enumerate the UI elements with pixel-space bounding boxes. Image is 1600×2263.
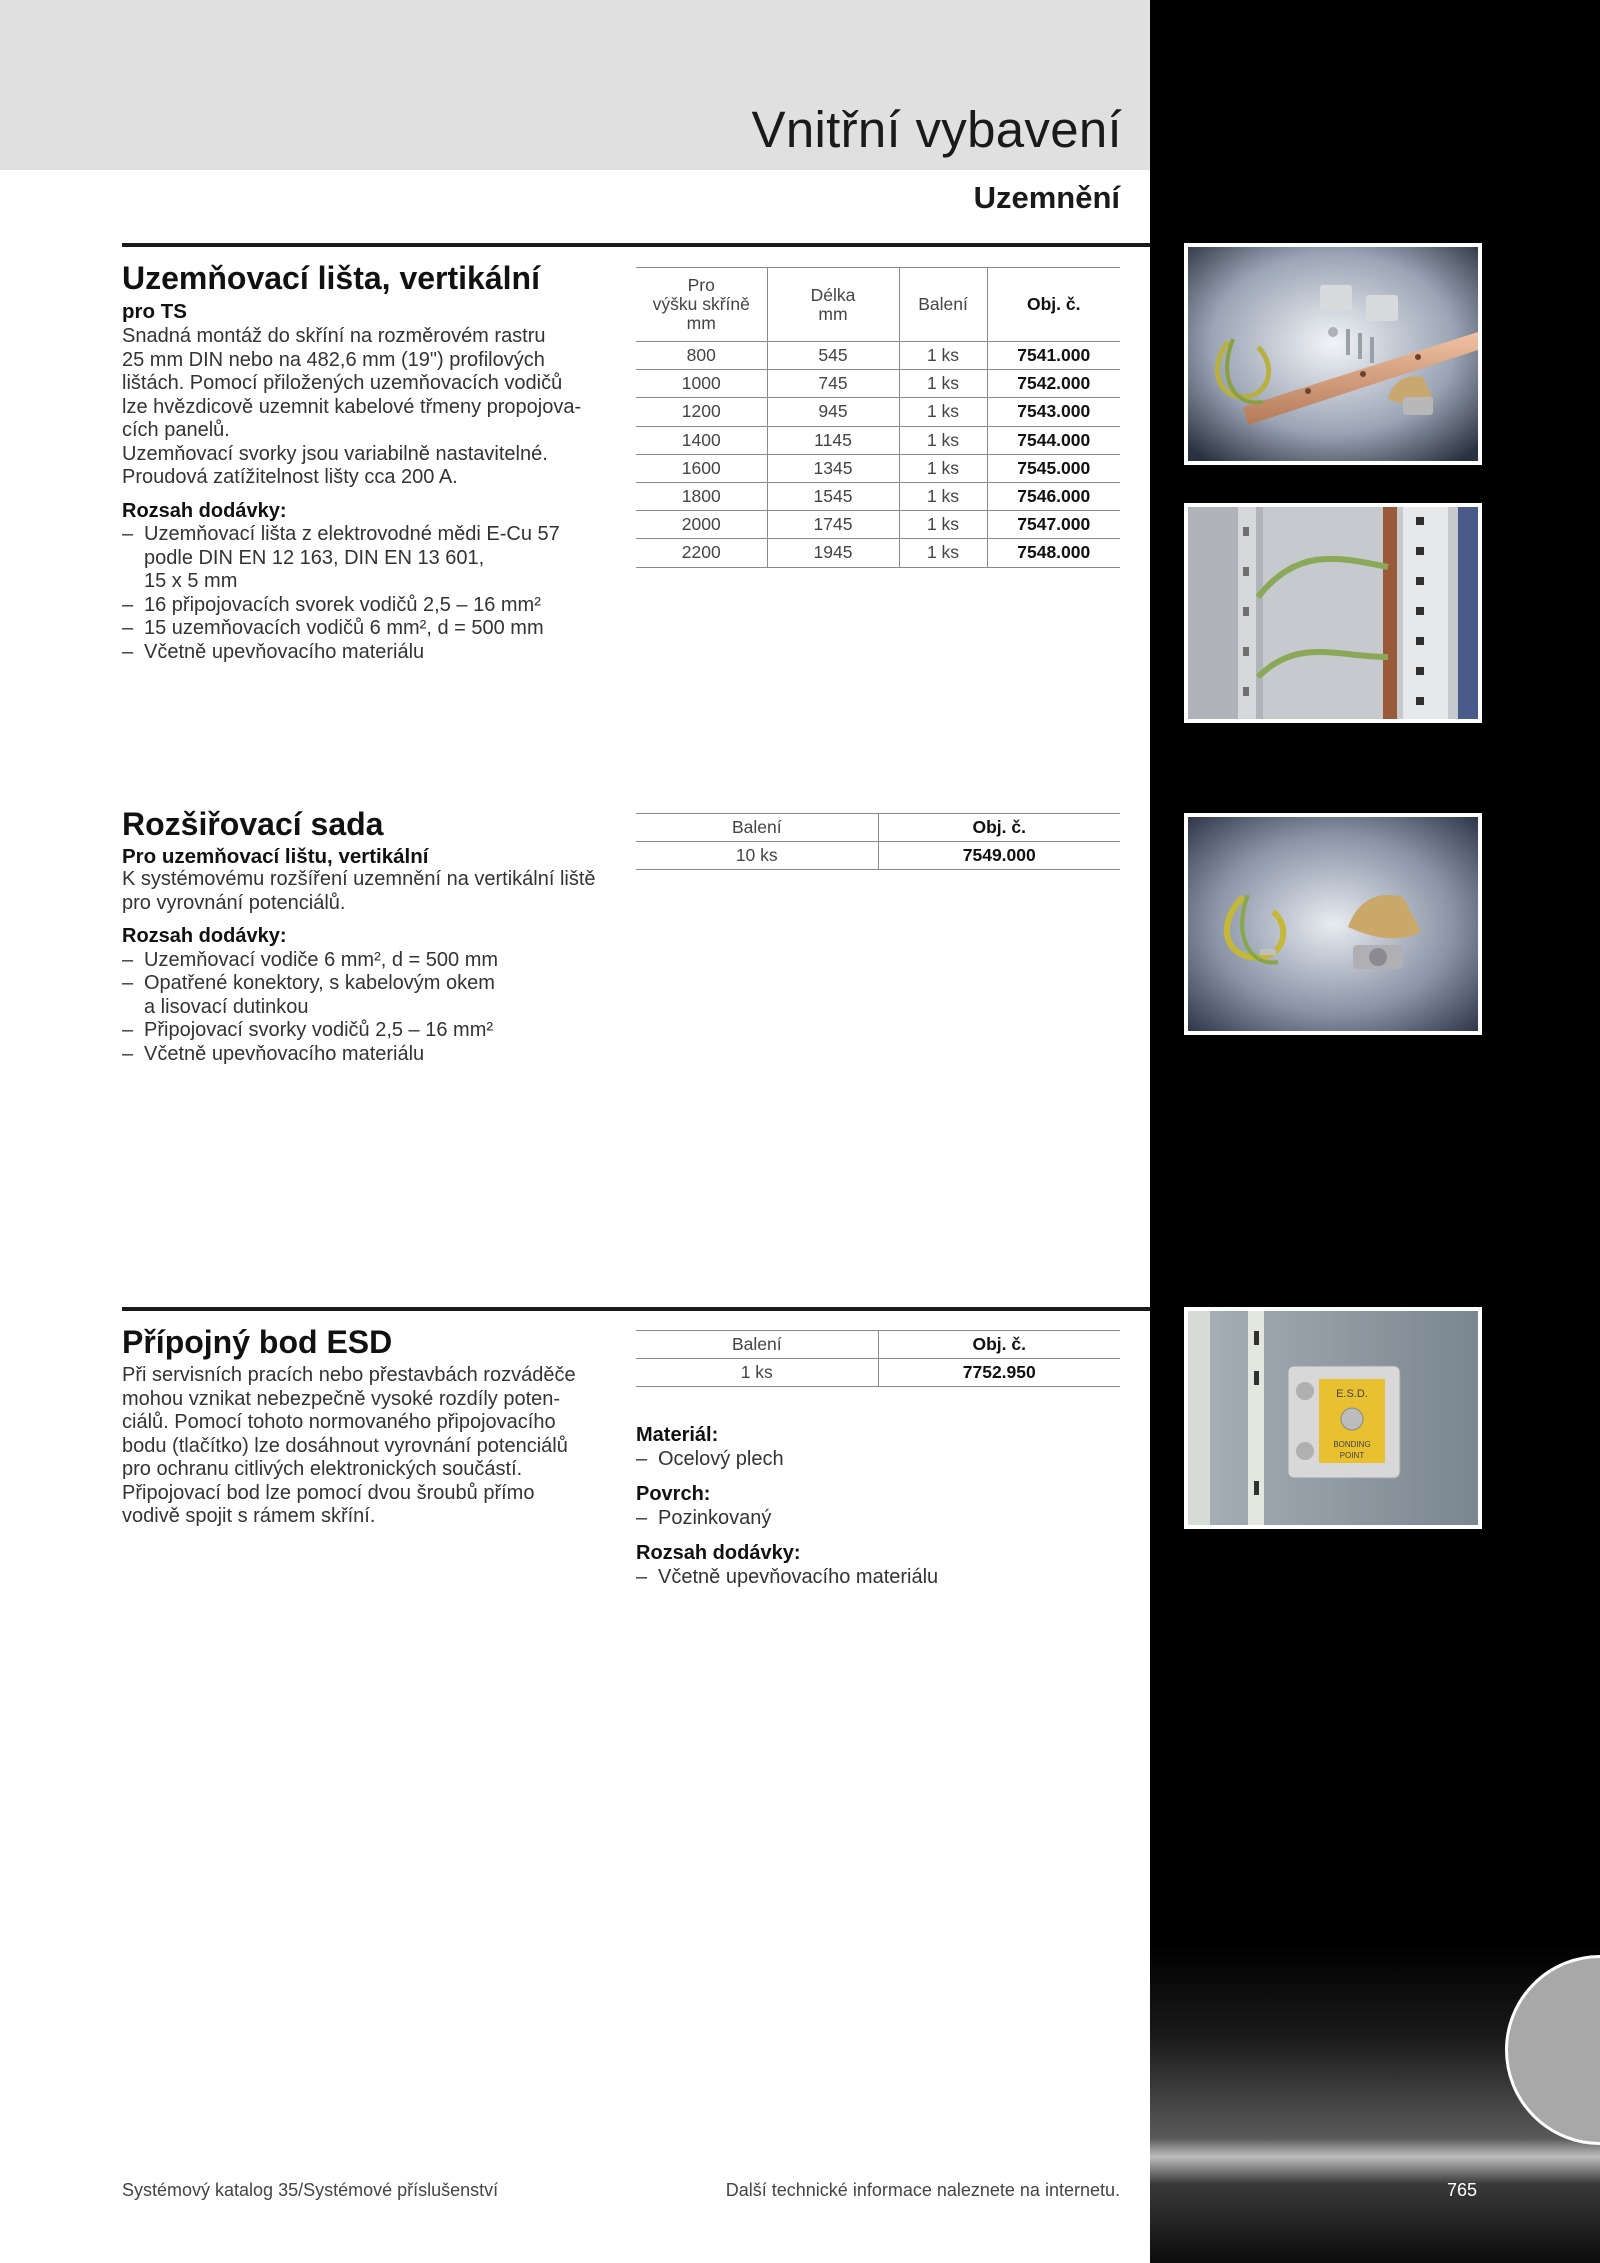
table-row [636, 398, 1120, 426]
table-cell: 7547.000 [987, 511, 1120, 539]
table-cell: 945 [767, 398, 899, 426]
product-photo-installed-bar [1184, 503, 1482, 723]
table-header: Balení [899, 268, 987, 342]
list-item: – Včetně upevňovacího materiálu [122, 641, 602, 665]
order-table [636, 267, 1120, 568]
table-row [636, 342, 1120, 370]
list-item: – Včetně upevňovacího materiálu [636, 1566, 1116, 1590]
table-cell: 7548.000 [987, 539, 1120, 567]
table-cell: 545 [767, 342, 899, 370]
table-cell: 7546.000 [987, 482, 1120, 510]
order-table [636, 1330, 1120, 1387]
table-cell: 7542.000 [987, 370, 1120, 398]
product-subtitle: pro TS [122, 300, 187, 323]
table-cell: 1800 [636, 482, 767, 510]
table-row [636, 370, 1120, 398]
list-item: – Uzemňovací vodiče 6 mm², d = 500 mm [122, 949, 602, 973]
list-item: – Včetně upevňovacího materiálu [122, 1043, 602, 1067]
product-photo-esd-point [1184, 1307, 1482, 1529]
table-cell: 1 ks [899, 342, 987, 370]
table-cell: 7541.000 [987, 342, 1120, 370]
footer-info: Další technické informace naleznete na internetu. [725, 2180, 1120, 2200]
product-description: K systémovému rozšíření uzemnění na vertikální liště pro vyrovnání potenciálů. Rozsah dodávky: – Uzemňovací vodiče 6 mm², d = 500 mm – Opatřené konektory, s kabelovým okem a lisovací dutinkou – Připojovací svorky vodičů 2,5 – 16 mm² – Včetně upevňovacího materiálu [122, 868, 602, 1066]
product-specs [636, 1424, 1116, 1589]
list-item: – Opatřené konektory, s kabelovým okem a lisovací dutinkou [122, 972, 602, 1019]
product-title: Přípojný bod ESD [122, 1324, 393, 1360]
table-cell: 800 [636, 342, 767, 370]
table-row: 1 ks 7752.950 [636, 1359, 1120, 1387]
product-description: Při servisních pracích nebo přestavbách rozváděče mohou vznikat nebezpečně vysoké rozdíly poten- ciálů. Pomocí tohoto normovaného připojovacího bodu (tlačítko) lze dosáhnout vyrovnání potenciálů pro ochranu citlivých elektronických součástí. Připojovací bod lze pomocí dvou šroubů přímo vodivě spojit s rámem skříní. [122, 1364, 576, 1527]
table-cell: 1600 [636, 454, 767, 482]
list-item: – 15 uzemňovacích vodičů 6 mm², d = 500 mm [122, 617, 602, 641]
material-label: Materiál: [636, 1424, 719, 1446]
scope-list [122, 949, 602, 1067]
product-photo-extension-kit [1184, 813, 1482, 1035]
table-header: Obj. č. [878, 1331, 1120, 1359]
footer-catalog: Systémový katalog 35/Systémové příslušenství [122, 2180, 499, 2200]
list-item: – Ocelový plech [636, 1448, 1116, 1472]
table-cell: 1 ks [899, 482, 987, 510]
table-cell: 1200 [636, 398, 767, 426]
table-cell: 2000 [636, 511, 767, 539]
list-item: – 16 připojovacích svorek vodičů 2,5 – 16 mm² [122, 594, 602, 618]
order-table [636, 813, 1120, 870]
table-cell: 1545 [767, 482, 899, 510]
scope-label: Rozsah dodávky: [122, 499, 287, 522]
table-cell: 7545.000 [987, 454, 1120, 482]
table-header: Délka mm [767, 268, 899, 342]
table-header: Obj. č. [987, 268, 1120, 342]
list-item: – Uzemňovací lišta z elektrovodné mědi E-Cu 57 podle DIN EN 12 163, DIN EN 13 601, 15 x 5 mm [122, 523, 602, 594]
page-number: 765 [1447, 2180, 1478, 2200]
table-header: Balení [636, 1331, 878, 1359]
table-row [636, 539, 1120, 567]
list-item: – Pozinkovaný [636, 1507, 1116, 1531]
esd-label-text: E.S.D. [1336, 1388, 1368, 1400]
table-cell: 1400 [636, 426, 767, 454]
product-description: Snadná montáž do skříní na rozměrovém rastru 25 mm DIN nebo na 482,6 mm (19") profilových lištách. Pomocí přiložených uzemňovacích vodičů lze hvězdicově uzemnit kabelové třmeny propojova- cích panelů. Uzemňovací svorky jsou variabilně nastavitelné. Proudová zatížitelnost lišty cca 200 A. Rozsah dodávky: – Uzemňovací lišta z elektrovodné mědi E-Cu 57 podle DIN EN 12 163, DIN EN 13 601, 15 x 5 mm – 16 připojovacích svorek vodičů 2,5 – 16 mm² – 15 uzemňovacích vodičů 6 mm², d = 500 mm – Včetně upevňovacího materiálu [122, 325, 602, 664]
product-photo-grounding-bar [1184, 243, 1482, 465]
table-header: Pro výšku skříně mm [636, 268, 767, 342]
table-cell: 1345 [767, 454, 899, 482]
table-cell: 745 [767, 370, 899, 398]
table-header: Obj. č. [878, 814, 1120, 842]
table-cell: 1 ks [899, 511, 987, 539]
table-row: 10 ks 7549.000 [636, 842, 1120, 870]
table-cell: 7544.000 [987, 426, 1120, 454]
table-cell: 1945 [767, 539, 899, 567]
scope-label: Rozsah dodávky: [636, 1542, 801, 1564]
esd-label-text: BONDING [1333, 1440, 1371, 1449]
table-cell: 1145 [767, 426, 899, 454]
table-row [636, 454, 1120, 482]
table-cell: 7543.000 [987, 398, 1120, 426]
table-header: Balení [636, 814, 878, 842]
table-row [636, 482, 1120, 510]
list-item: – Připojovací svorky vodičů 2,5 – 16 mm² [122, 1019, 602, 1043]
scope-label: Rozsah dodávky: [122, 925, 287, 947]
table-row [636, 426, 1120, 454]
page-title: Vnitřní vybavení [751, 101, 1122, 158]
table-cell: 1 ks [899, 398, 987, 426]
section-divider [122, 243, 1150, 247]
product-title: Rozšiřovací sada [122, 806, 384, 842]
table-cell: 1 ks [899, 539, 987, 567]
table-cell: 1745 [767, 511, 899, 539]
product-title: Uzemňovací lišta, vertikální [122, 260, 540, 296]
table-cell: 1 ks [899, 370, 987, 398]
surface-label: Povrch: [636, 1483, 711, 1505]
table-cell: 1000 [636, 370, 767, 398]
table-row [636, 511, 1120, 539]
product-subtitle: Pro uzemňovací lištu, vertikální [122, 845, 429, 868]
scope-list [122, 523, 602, 664]
table-cell: 1 ks [899, 454, 987, 482]
esd-label-text: POINT [1339, 1451, 1365, 1460]
section-title: Uzemnění [973, 180, 1120, 215]
section-divider [122, 1307, 1150, 1311]
table-cell: 2200 [636, 539, 767, 567]
table-cell: 1 ks [899, 426, 987, 454]
